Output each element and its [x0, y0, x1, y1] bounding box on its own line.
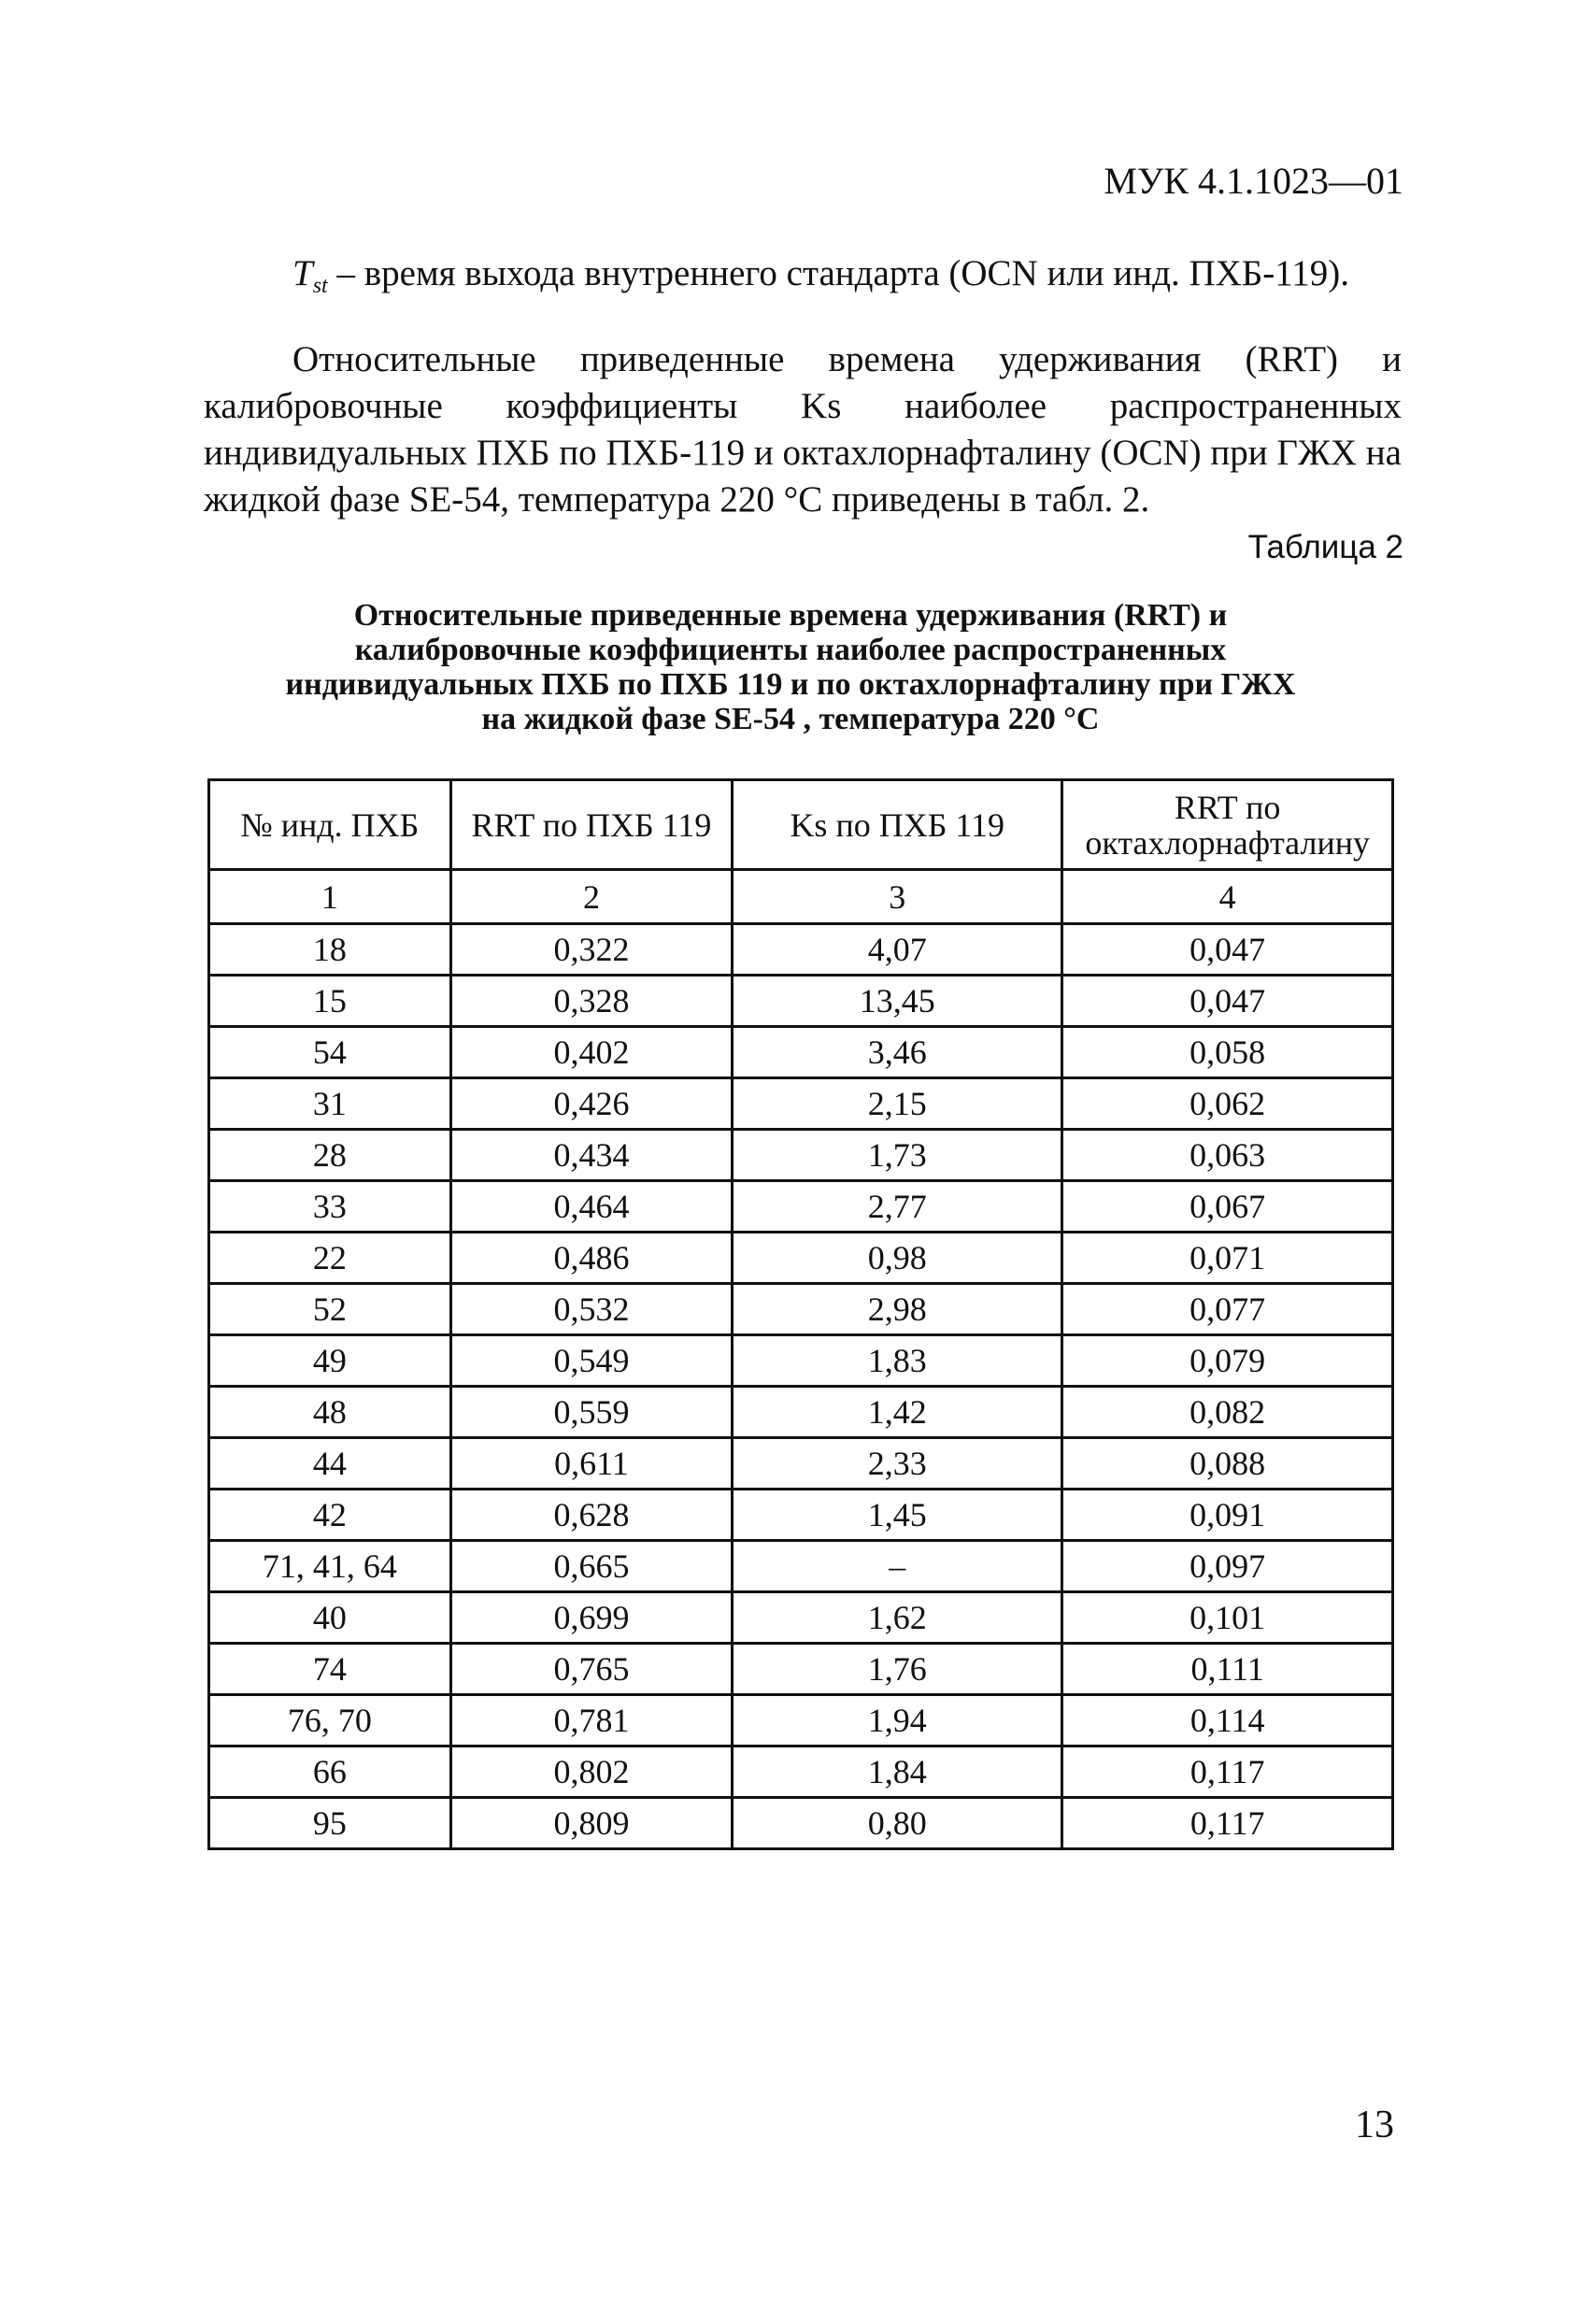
table-row	[209, 1798, 1393, 1849]
cell-rrt-ocn: 0,063	[1062, 1130, 1393, 1181]
caption-line: на жидкой фазе SE-54 , температура 220 °С	[481, 702, 1100, 736]
header-rrt-ocn: RRT по октахлорнафталину	[1062, 780, 1393, 870]
cell-rrt-ocn: 0,114	[1062, 1695, 1393, 1747]
cell-rrt-ocn: 0,077	[1062, 1284, 1393, 1335]
cell-rrt-ocn: 0,071	[1062, 1233, 1393, 1284]
cell-rrt-pcb119: 0,802	[450, 1747, 732, 1798]
header-ks-pcb119: Ks по ПХБ 119	[733, 780, 1062, 870]
cell-rrt-ocn: 0,101	[1062, 1592, 1393, 1644]
table-row	[209, 1387, 1393, 1438]
table-row	[209, 1181, 1393, 1233]
cell-rrt-pcb119: 0,532	[450, 1284, 732, 1335]
cell-rrt-pcb119: 0,781	[450, 1695, 732, 1747]
cell-rrt-pcb119: 0,464	[450, 1181, 732, 1233]
cell-pcb-number: 49	[209, 1335, 451, 1387]
cell-ks-pcb119: 2,77	[733, 1181, 1062, 1233]
cell-pcb-number: 71, 41, 64	[209, 1541, 451, 1592]
cell-rrt-pcb119: 0,628	[450, 1490, 732, 1541]
cell-rrt-ocn: 0,088	[1062, 1438, 1393, 1490]
column-number: 3	[733, 870, 1062, 924]
cell-rrt-ocn: 0,082	[1062, 1387, 1393, 1438]
table-header-row	[209, 780, 1393, 870]
column-number: 1	[209, 870, 451, 924]
cell-rrt-ocn: 0,117	[1062, 1798, 1393, 1849]
cell-ks-pcb119: –	[733, 1541, 1062, 1592]
column-number-row	[209, 870, 1393, 924]
table-row	[209, 1078, 1393, 1130]
cell-rrt-ocn: 0,079	[1062, 1335, 1393, 1387]
page-number: 13	[1355, 2103, 1394, 2146]
cell-ks-pcb119: 1,45	[733, 1490, 1062, 1541]
cell-ks-pcb119: 2,33	[733, 1438, 1062, 1490]
cell-ks-pcb119: 1,84	[733, 1747, 1062, 1798]
cell-rrt-ocn: 0,091	[1062, 1490, 1393, 1541]
cell-rrt-ocn: 0,047	[1062, 924, 1393, 976]
paragraph-internal-standard	[204, 250, 1402, 309]
cell-ks-pcb119: 3,46	[733, 1027, 1062, 1078]
table-row	[209, 1438, 1393, 1490]
cell-rrt-ocn: 0,062	[1062, 1078, 1393, 1130]
cell-rrt-pcb119: 0,809	[450, 1798, 732, 1849]
cell-pcb-number: 42	[209, 1490, 451, 1541]
caption-line: калибровочные коэффициенты наиболее распространенных	[354, 633, 1227, 667]
cell-pcb-number: 18	[209, 924, 451, 976]
cell-pcb-number: 66	[209, 1747, 451, 1798]
document-code: МУК 4.1.1023—01	[1104, 160, 1403, 202]
cell-rrt-pcb119: 0,611	[450, 1438, 732, 1490]
cell-pcb-number: 22	[209, 1233, 451, 1284]
cell-pcb-number: 40	[209, 1592, 451, 1644]
cell-pcb-number: 48	[209, 1387, 451, 1438]
table-row	[209, 1233, 1393, 1284]
cell-ks-pcb119: 1,94	[733, 1695, 1062, 1747]
cell-pcb-number: 54	[209, 1027, 451, 1078]
column-number: 4	[1062, 870, 1393, 924]
cell-rrt-ocn: 0,047	[1062, 976, 1393, 1027]
table-row	[209, 924, 1393, 976]
cell-rrt-ocn: 0,097	[1062, 1541, 1393, 1592]
cell-pcb-number: 95	[209, 1798, 451, 1849]
cell-pcb-number: 33	[209, 1181, 451, 1233]
cell-rrt-pcb119: 0,426	[450, 1078, 732, 1130]
table-row	[209, 1644, 1393, 1695]
cell-ks-pcb119: 1,42	[733, 1387, 1062, 1438]
cell-rrt-pcb119: 0,699	[450, 1592, 732, 1644]
time-subscript: st	[312, 274, 328, 298]
header-rrt-pcb119: RRT по ПХБ 119	[450, 780, 732, 870]
cell-pcb-number: 28	[209, 1130, 451, 1181]
table-row	[209, 1592, 1393, 1644]
cell-ks-pcb119: 0,80	[733, 1798, 1062, 1849]
table-row	[209, 1541, 1393, 1592]
table-row	[209, 1130, 1393, 1181]
cell-ks-pcb119: 1,62	[733, 1592, 1062, 1644]
cell-ks-pcb119: 0,98	[733, 1233, 1062, 1284]
cell-pcb-number: 76, 70	[209, 1695, 451, 1747]
table-row	[209, 1747, 1393, 1798]
cell-rrt-ocn: 0,067	[1062, 1181, 1393, 1233]
cell-rrt-pcb119: 0,322	[450, 924, 732, 976]
column-number: 2	[450, 870, 732, 924]
cell-rrt-pcb119: 0,665	[450, 1541, 732, 1592]
caption-line: Относительные приведенные времена удерживания (RRT) и	[353, 598, 1228, 633]
cell-rrt-pcb119: 0,402	[450, 1027, 732, 1078]
table-row	[209, 976, 1393, 1027]
table-row	[209, 1335, 1393, 1387]
cell-rrt-pcb119: 0,486	[450, 1233, 732, 1284]
rrt-table	[207, 778, 1394, 1850]
cell-pcb-number: 15	[209, 976, 451, 1027]
cell-ks-pcb119: 13,45	[733, 976, 1062, 1027]
cell-ks-pcb119: 1,73	[733, 1130, 1062, 1181]
header-pcb-number: № инд. ПХБ	[209, 780, 451, 870]
cell-ks-pcb119: 4,07	[733, 924, 1062, 976]
cell-pcb-number: 52	[209, 1284, 451, 1335]
cell-pcb-number: 31	[209, 1078, 451, 1130]
cell-rrt-pcb119: 0,328	[450, 976, 732, 1027]
caption-line: индивидуальных ПХБ по ПХБ 119 и по октахлорнафталину при ГЖХ	[285, 667, 1296, 702]
cell-pcb-number: 44	[209, 1438, 451, 1490]
table-caption	[215, 598, 1366, 736]
cell-ks-pcb119: 1,76	[733, 1644, 1062, 1695]
table-row	[209, 1284, 1393, 1335]
paragraph-text: – время выхода внутреннего стандарта (OCN или инд. ПХБ-119).	[327, 253, 1350, 293]
cell-rrt-pcb119: 0,549	[450, 1335, 732, 1387]
cell-rrt-pcb119: 0,434	[450, 1130, 732, 1181]
table-label: Таблица 2	[1247, 529, 1403, 565]
cell-ks-pcb119: 2,15	[733, 1078, 1062, 1130]
cell-pcb-number: 74	[209, 1644, 451, 1695]
table-row	[209, 1027, 1393, 1078]
cell-rrt-ocn: 0,058	[1062, 1027, 1393, 1078]
cell-rrt-ocn: 0,111	[1062, 1644, 1393, 1695]
table-row	[209, 1490, 1393, 1541]
table-row	[209, 1695, 1393, 1747]
cell-ks-pcb119: 1,83	[733, 1335, 1062, 1387]
paragraph-text: Относительные приведенные времена удерживания (RRT) и калибровочные коэффициенты Ks наиболее распространенных индивидуальных ПХБ по ПХБ-119 и октахлорнафталину (OCN) при ГЖХ на жидкой фазе SE-54, температура 220 °С приведены в табл. 2.	[204, 339, 1402, 520]
paragraph-rrt-description	[204, 336, 1402, 523]
time-symbol: T	[292, 253, 313, 293]
cell-rrt-pcb119: 0,765	[450, 1644, 732, 1695]
cell-rrt-ocn: 0,117	[1062, 1747, 1393, 1798]
cell-ks-pcb119: 2,98	[733, 1284, 1062, 1335]
cell-rrt-pcb119: 0,559	[450, 1387, 732, 1438]
